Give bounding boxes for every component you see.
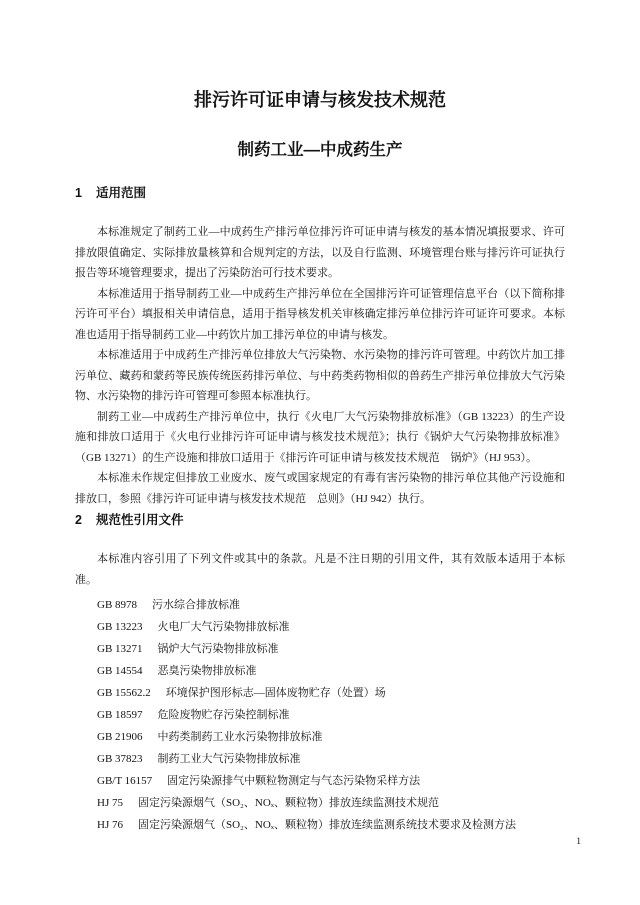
reference-code: HJ 76 [97, 819, 123, 831]
reference-name: 污水综合排放标准 [152, 599, 241, 611]
reference-code: GB 18597 [97, 709, 143, 721]
reference-list [75, 594, 565, 836]
reference-item [75, 792, 565, 814]
doc-subtitle: 制药工业—中成药生产 [237, 141, 403, 159]
reference-item [75, 726, 565, 748]
reference-code: GB 14554 [97, 665, 143, 677]
reference-item [75, 748, 565, 770]
reference-name: 固定污染源烟气（SO₂、NOₓ、颗粒物）排放连续监测技术规范 [137, 797, 439, 809]
reference-code: GB 21906 [97, 731, 143, 743]
reference-code: GB 37823 [97, 753, 143, 765]
section-1-heading [75, 186, 565, 200]
reference-name: 锅炉大气污染物排放标准 [157, 643, 279, 655]
reference-name: 固定污染源烟气（SO₂、NOₓ、颗粒物）排放连续监测系统技术要求及检测方法 [137, 819, 516, 831]
reference-code: GB 15562.2 [97, 687, 151, 699]
reference-item [75, 638, 565, 660]
reference-name: 环境保护图形标志—固体废物贮存（处置）场 [165, 687, 386, 699]
reference-item [75, 660, 565, 682]
section-number: 1 [75, 186, 82, 200]
reference-item [75, 770, 565, 792]
section-number: 2 [75, 513, 82, 527]
section-2-heading [75, 513, 565, 527]
reference-item [75, 704, 565, 726]
reference-name: 恶臭污染物排放标准 [157, 665, 257, 677]
reference-code: GB 13223 [97, 621, 143, 633]
page-number: 1 [576, 837, 581, 847]
reference-name: 中药类制药工业水污染物排放标准 [157, 731, 323, 743]
reference-item [75, 814, 565, 836]
reference-code: HJ 75 [97, 797, 123, 809]
reference-item [75, 682, 565, 704]
paragraph: 本标准规定了制药工业—中成药生产排污单位排污许可证申请与核发的基本情况填报要求、许可排放限值确定、实际排放量核算和合规判定的方法，以及自行监测、环境管理台账与排污许可证执行报告等环境管理要求，提出了污染防治可行技术要求。 [75, 226, 565, 279]
section-1 [75, 186, 565, 509]
reference-name: 制药工业大气污染物排放标准 [157, 753, 301, 765]
reference-code: GB 13271 [97, 643, 143, 655]
reference-name: 火电厂大气污染物排放标准 [157, 621, 290, 633]
reference-name: 固定污染源排气中颗粒物测定与气态污染物采样方法 [167, 775, 421, 787]
paragraph: 制药工业—中成药生产排污单位中，执行《火电厂大气污染物排放标准》（GB 13223）的生产设施和排放口适用于《火电行业排污许可证申请与核发技术规范》；执行《锅炉大气污染物排放标准》（GB 13271）的生产设施和排放口适用于《排污许可证申请与核发技术规范 锅炉》（HJ 953）。 [75, 410, 565, 464]
paragraph: 本标准未作规定但排放工业废水、废气或国家规定的有毒有害污染物的排污单位其他产污设施和排放口，参照《排污许可证申请与核发技术规范 总则》（HJ 942）执行。 [75, 472, 565, 505]
reference-item [75, 594, 565, 616]
paragraph: 本标准适用于中成药生产排污单位排放大气污染物、水污染物的排污许可管理。中药饮片加工排污单位、藏药和蒙药等民族传统医药排污单位、与中药类药物相似的兽药生产排污单位排放大气污染物、水污染物的排污许可管理可参照本标准执行。 [75, 349, 565, 402]
section-title: 规范性引用文件 [96, 513, 184, 527]
paragraph: 本标准适用于指导制药工业—中成药生产排污单位在全国排污许可证管理信息平台（以下简称排污许可平台）填报相关申请信息，适用于指导核发机关审核确定排污单位排污许可证许可要求。本标准也适用于指导制药工业—中药饮片加工排污单位的申请与核发。 [75, 287, 565, 341]
document-body [75, 186, 565, 836]
doc-title: 排污许可证申请与核发技术规范 [194, 90, 446, 110]
section-2 [75, 513, 565, 836]
paragraph: 本标准内容引用了下列文件或其中的条款。凡是不注日期的引用文件，其有效版本适用于本标准。 [75, 553, 565, 586]
reference-name: 危险废物贮存污染控制标准 [157, 709, 290, 721]
reference-code: GB 8978 [97, 599, 138, 611]
reference-item [75, 616, 565, 638]
section-title: 适用范围 [96, 186, 147, 200]
reference-code: GB/T 16157 [97, 775, 153, 787]
